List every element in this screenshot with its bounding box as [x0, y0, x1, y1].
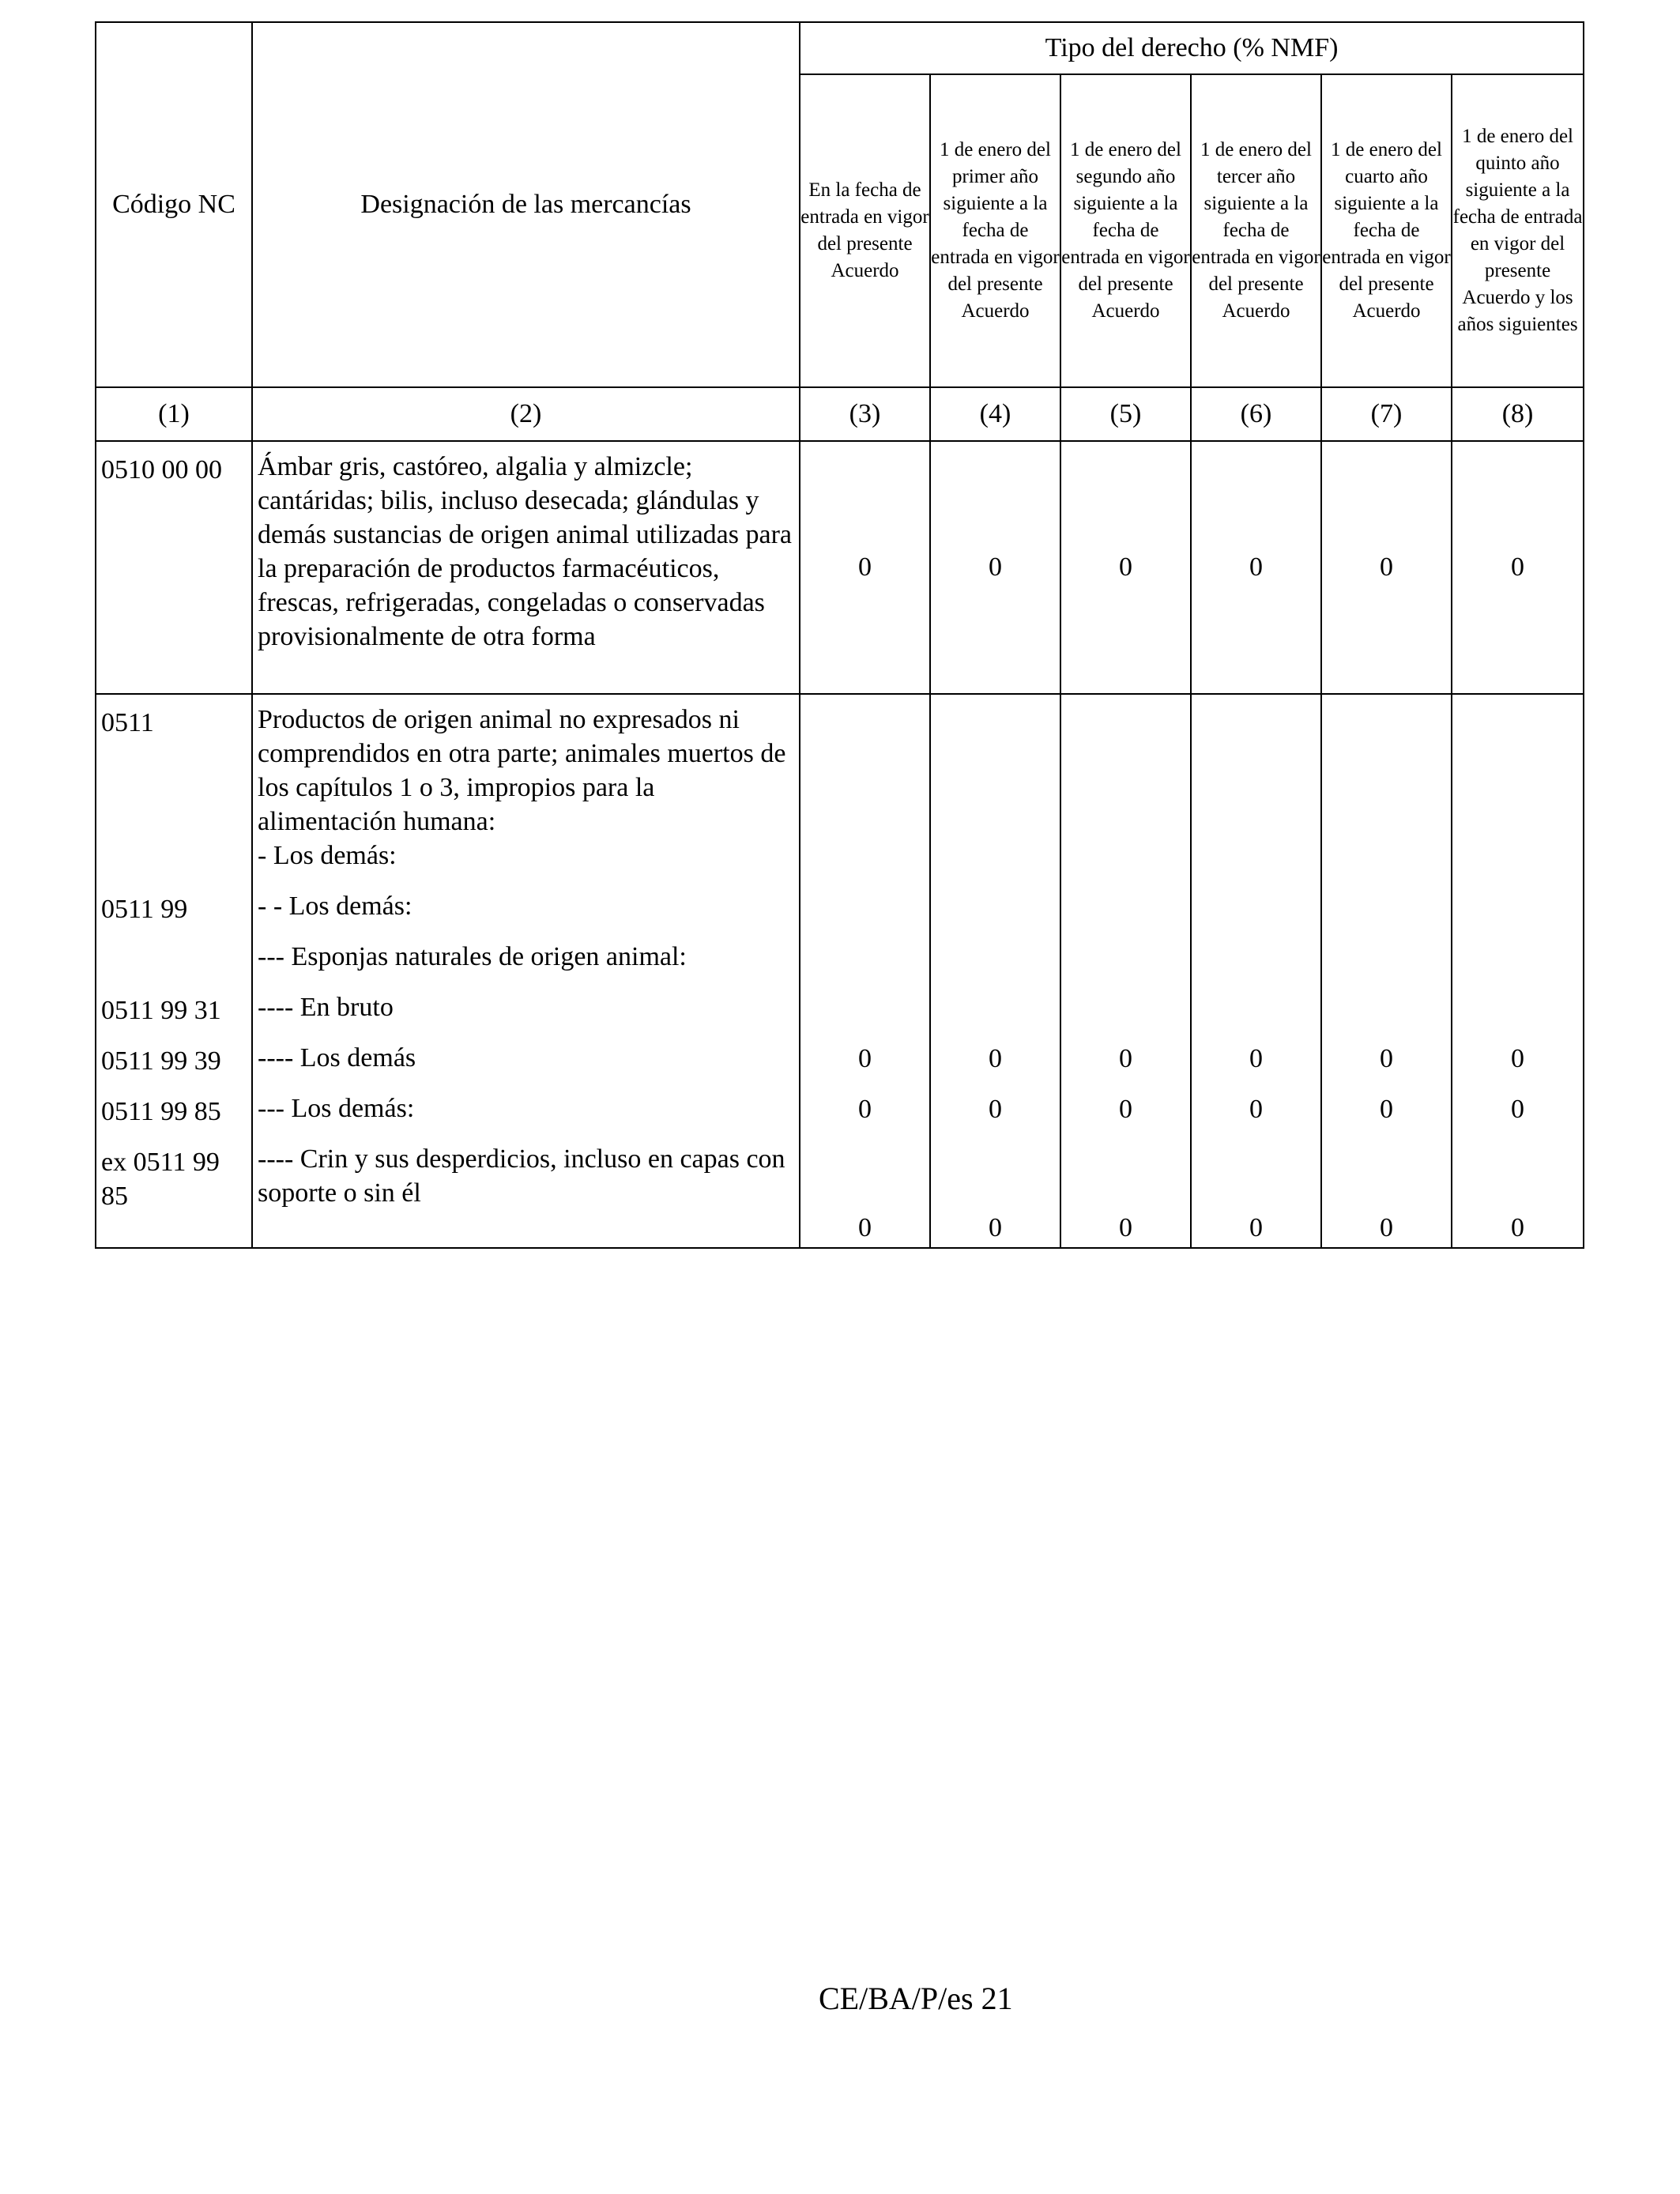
duty-rate-column — [800, 694, 930, 1248]
header-designation: Designación de las mercancías — [252, 22, 800, 387]
duty-rate: 0 — [1119, 1095, 1132, 1124]
duty-rate: 0 — [1511, 1095, 1525, 1124]
duty-rate: 0 — [989, 1213, 1002, 1242]
header-code: Código NC — [96, 22, 252, 387]
cn-code-list — [96, 694, 252, 1248]
duty-rate: 0 — [989, 1044, 1002, 1073]
duty-rate: 0 — [1511, 1213, 1525, 1242]
column-number: (7) — [1321, 387, 1452, 441]
duty-rate-column — [1060, 694, 1191, 1248]
duty-rate: 0 — [989, 1095, 1002, 1124]
duty-rate: 0 — [1119, 1213, 1132, 1242]
header-col-3: En la fecha de entrada en vigor del presente Acuerdo — [800, 74, 930, 387]
duty-rate: 0 — [1119, 1044, 1132, 1073]
duty-rate: 0 — [1380, 1095, 1393, 1124]
duty-rate-column — [930, 694, 1060, 1248]
duty-rate-column — [1452, 694, 1584, 1248]
table-row — [96, 441, 1584, 694]
goods-description: --- Esponjas naturales de origen animal: — [258, 942, 687, 971]
goods-description: ---- Los demás — [258, 1043, 416, 1072]
column-number: (8) — [1452, 387, 1584, 441]
duty-rate-column — [1321, 694, 1452, 1248]
goods-description: Ámbar gris, castóreo, algalia y almizcle; cantáridas; bilis, incluso desecada; glándulas y demás sustancias de origen animal utilizadas para la preparación de productos farmacéuticos, frescas, refrigeradas, congeladas o conservadas provisionalmente de otra forma — [252, 441, 800, 694]
cn-code: 0511 99 31 — [101, 996, 221, 1025]
column-number: (3) — [800, 387, 930, 441]
column-number-row — [96, 387, 1584, 441]
cn-code: 0511 — [101, 708, 154, 737]
duty-rate: 0 — [1380, 1044, 1393, 1073]
column-number: (5) — [1060, 387, 1191, 441]
duty-rate: 0 — [858, 1095, 872, 1124]
header-col-7: 1 de enero del cuarto año siguiente a la fecha de entrada en vigor del presente Acuerdo — [1321, 74, 1452, 387]
duty-rate: 0 — [858, 1213, 872, 1242]
goods-description: Productos de origen animal no expresados ni comprendidos en otra parte; animales muertos de los capítulos 1 o 3, impropios para la alimentación humana: — [258, 705, 786, 836]
tariff-table — [95, 21, 1584, 1249]
header-duty-type: Tipo del derecho (% NMF) — [800, 22, 1584, 74]
column-number: (1) — [96, 387, 252, 441]
table-row — [96, 694, 1584, 1248]
column-number: (4) — [930, 387, 1060, 441]
duty-rate: 0 — [800, 441, 930, 694]
duty-rate: 0 — [1321, 441, 1452, 694]
goods-description: - Los demás: — [258, 841, 397, 870]
page-footer: CE/BA/P/es 21 — [819, 1981, 1013, 2016]
header-col-6: 1 de enero del tercer año siguiente a la fecha de entrada en vigor del presente Acuerdo — [1191, 74, 1321, 387]
header-col-4: 1 de enero del primer año siguiente a la fecha de entrada en vigor del presente Acuerdo — [930, 74, 1060, 387]
cn-code: 0511 99 39 — [101, 1046, 221, 1076]
cn-code — [101, 943, 247, 993]
duty-rate: 0 — [1191, 441, 1321, 694]
cn-code: 0511 99 — [101, 895, 188, 924]
duty-rate: 0 — [1249, 1213, 1263, 1242]
column-number: (2) — [252, 387, 800, 441]
goods-description: ---- En bruto — [258, 993, 394, 1022]
cn-code: 0510 00 00 — [96, 441, 252, 694]
duty-rate: 0 — [858, 1044, 872, 1073]
goods-description: --- Los demás: — [258, 1094, 415, 1123]
goods-description: - - Los demás: — [258, 892, 412, 921]
cn-code: ex 0511 99 85 — [101, 1148, 220, 1211]
duty-rate: 0 — [1380, 1213, 1393, 1242]
cn-code: 0511 99 85 — [101, 1097, 221, 1126]
duty-rate: 0 — [930, 441, 1060, 694]
goods-description: ---- Crin y sus desperdicios, incluso en capas con soporte o sin él — [258, 1144, 785, 1208]
goods-description-list — [252, 694, 800, 1248]
duty-rate: 0 — [1060, 441, 1191, 694]
duty-rate: 0 — [1249, 1044, 1263, 1073]
column-number: (6) — [1191, 387, 1321, 441]
duty-rate: 0 — [1249, 1095, 1263, 1124]
header-col-5: 1 de enero del segundo año siguiente a la fecha de entrada en vigor del presente Acuerdo — [1060, 74, 1191, 387]
header-col-8: 1 de enero del quinto año siguiente a la fecha de entrada en vigor del presente Acuerdo y los años siguientes — [1452, 74, 1584, 387]
duty-rate-column — [1191, 694, 1321, 1248]
duty-rate: 0 — [1511, 1044, 1525, 1073]
duty-rate: 0 — [1452, 441, 1584, 694]
